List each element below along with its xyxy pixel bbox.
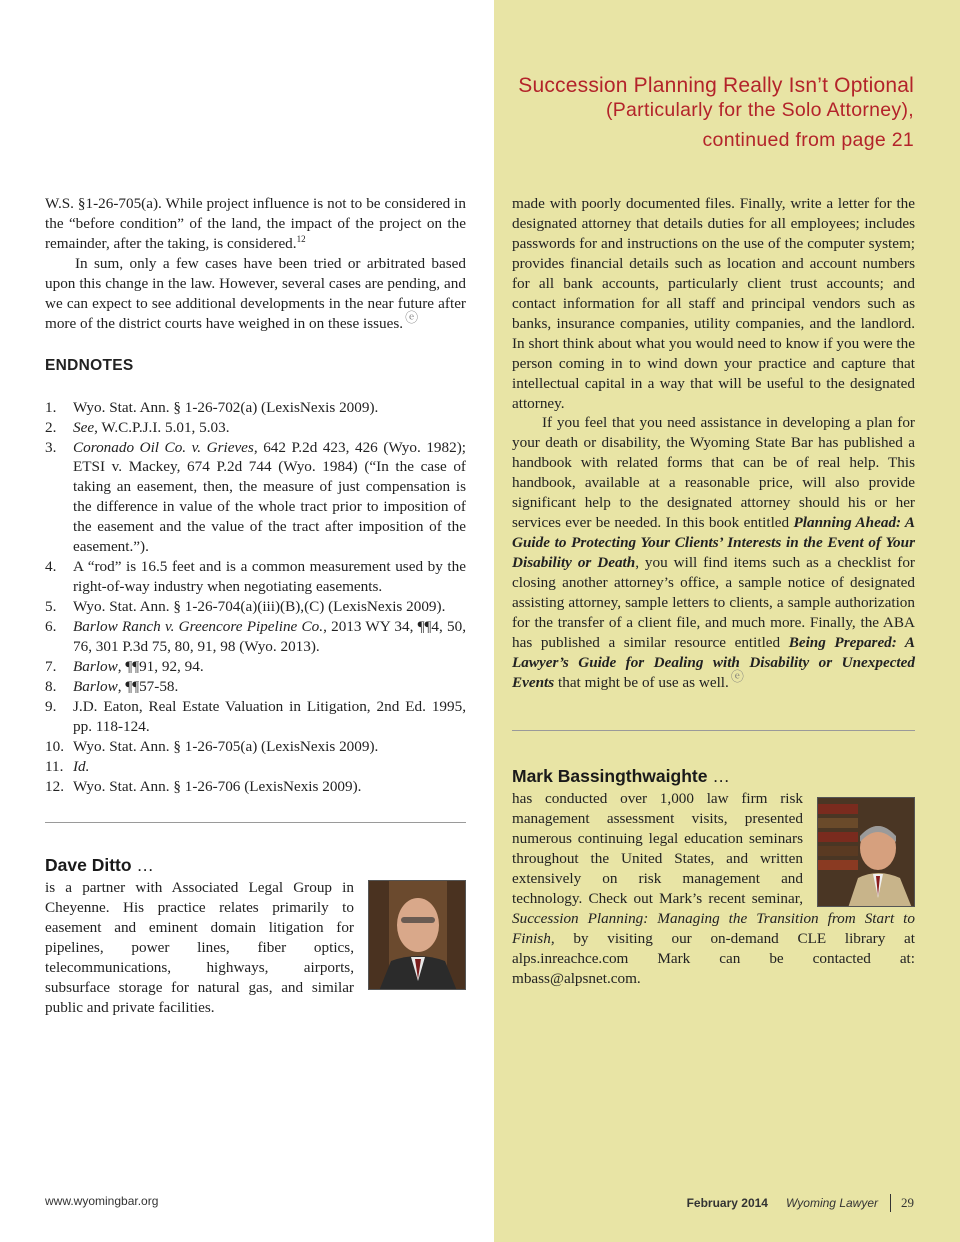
endnote-number: 11. — [45, 757, 64, 775]
book-title: Planning Ahead: A Guide to Protecting Your Clients’ Interests in the Event of Your Disability or Death — [512, 514, 916, 572]
endnote-item — [45, 677, 466, 697]
divider — [512, 730, 915, 731]
paragraph-text: made with poorly documented files. Finally, write a letter for the designated attorney that details duties for all employees; includes passwords for and instructions on the use of the computer system; provides financial details such as location and account numbers for all bank accounts, particularly client trust accounts; and contact information for all staff and principal vendors such as banks, insurance companies, utility companies, and the landlord. In short think about what you would need to know if you were the person coming in to wind down your practice and capture that intellectual capital in a way that will be useful to the designated attorney. — [512, 195, 915, 412]
endnote-number: 10. — [45, 737, 64, 755]
endnote-number: 4. — [45, 558, 57, 576]
endnote-number: 5. — [45, 598, 57, 616]
endnote-number: 1. — [45, 398, 57, 416]
article-title: Succession Planning Really Isn’t Optional — [518, 74, 914, 97]
author-bio-text: is a partner with Associated Legal Group in Cheyenne. His practice relates primarily to easement and eminent domain litigation for pipelines, power lines, fiber optics, telecommunications, highways, airports, subsurface storage for natural gas, and similar public and private facilities. — [45, 879, 354, 1016]
portrait-icon — [369, 881, 466, 990]
author-bio-ditto — [45, 854, 466, 1018]
endnotes-list — [45, 398, 466, 797]
divider — [45, 822, 466, 823]
endnote-item — [45, 418, 466, 438]
endnote-text: Id. — [73, 757, 90, 775]
endnote-text: , ¶¶91, 92, 94. — [117, 658, 204, 676]
paragraph — [512, 194, 915, 413]
endnote-item — [45, 398, 466, 418]
author-name — [45, 854, 466, 876]
endnote-item — [45, 737, 466, 757]
endnote-number: 7. — [45, 658, 57, 676]
seminar-title: Succession Planning: Managing the Transition from Start to Finish — [512, 909, 915, 947]
endnotes-heading: ENDNOTES — [45, 356, 134, 374]
endnote-text: J.D. Eaton, Real Estate Valuation in Litigation, 2nd Ed. 1995, pp. 118-124. — [73, 697, 466, 735]
book-title: Being Prepared: A Lawyer’s Guide for Dealing with Disability or Unexpected Events — [512, 633, 915, 691]
endnote-number: 12. — [45, 777, 64, 795]
footer-info — [687, 1194, 914, 1212]
publication-name: Wyoming Lawyer — [785, 1196, 878, 1210]
endnote-item — [45, 597, 466, 617]
author-name — [512, 765, 915, 787]
bio-text-part: has conducted over 1,000 law firm risk management assessment visits, presented numerous continuing legal education seminars throughout the United States, and written extensively on risk management and technology. Check out Mark’s recent seminar, — [512, 790, 803, 907]
endnote-text: Wyo. Stat. Ann. § 1-26-705(a) (LexisNexis 2009). — [73, 737, 379, 755]
endnote-text: Barlow — [73, 677, 118, 695]
endnote-text: , ¶¶57-58. — [117, 677, 179, 695]
endnote-number: 8. — [45, 677, 57, 695]
footer-website: www.wyomingbar.org — [45, 1194, 159, 1208]
author-bio-bassingthwaighte — [512, 765, 915, 989]
endnote-text: A “rod” is 16.5 feet and is a common measurement used by the right-of-way industry when negotiating easements. — [73, 558, 466, 596]
footer-separator — [890, 1194, 891, 1212]
page-number: 29 — [901, 1195, 914, 1210]
endnote-number: 9. — [45, 697, 57, 715]
paragraph-text: W.S. §1-26-705(a). While project influence is not to be considered in the “before condition” of the land, the impact of the project on the remainder, after the taking, is considered. — [45, 195, 466, 252]
endnote-number: 6. — [45, 618, 57, 636]
author-name-ellipsis: … — [131, 855, 154, 875]
endnote-text: Coronado Oil Co. v. Grieves — [73, 438, 254, 456]
paragraph — [45, 254, 466, 334]
endnote-item — [45, 617, 466, 657]
author-name-text: Dave Ditto — [45, 855, 132, 875]
endnote-item — [45, 757, 466, 777]
endnote-item — [45, 777, 466, 797]
left-column — [45, 194, 466, 797]
endnote-item — [45, 657, 466, 677]
continued-from-note: continued from page 21 — [702, 129, 914, 151]
right-column — [512, 194, 915, 693]
endnote-item — [45, 438, 466, 558]
bio-text-part: , by visiting our on-demand CLE library at alps.inreachce.com Mark can be contacted at: mbass@alpsnet.com. — [512, 929, 915, 987]
endnote-text: , 2013 WY 34, ¶¶4, 50, 76, 301 P.3d 75, 80, 91, 98 (Wyo. 2013). — [73, 618, 467, 656]
endnote-number: 3. — [45, 438, 57, 456]
author-name-text: Mark Bassingthwaighte — [512, 766, 708, 786]
issue-date: February 2014 — [686, 1196, 768, 1210]
endnote-text: Barlow — [73, 658, 118, 676]
article-continuation-header — [518, 74, 914, 152]
endnote-text: Barlow Ranch v. Greencore Pipeline Co. — [73, 618, 324, 636]
endnote-number: 2. — [45, 418, 57, 436]
paragraph-text: , you will find items such as a checklist for closing another attorney’s office, a sample notice of designated assisting attorney, sample letters to clients, a sample authorization for the transfer of a client file, and much more. Finally, the ABA has published a similar resource entitled — [512, 554, 915, 651]
author-name-ellipsis: … — [707, 766, 730, 786]
footnote-ref: 12 — [296, 233, 306, 244]
paragraph-text: In sum, only a few cases have been tried or arbitrated based upon this change in the law. However, several cases are pending, and we can expect to see additional developments in the near future after more of the district courts have weighed in on these issues. — [45, 254, 466, 332]
author-photo — [817, 797, 915, 907]
portrait-icon — [818, 798, 915, 907]
endnote-text: , 642 P.2d 423, 426 (Wyo. 1982); ETSI v. Mackey, 674 P.2d 744 (Wyo. 1984) (“In the case of taking an easement, then, the measure of just compensation is the difference in value of the whole tract prior to imposition of the easement and the value of the tract after imposition of the easement.”). — [73, 438, 466, 556]
endnote-text: See — [73, 418, 95, 436]
endnote-text: , W.C.P.J.I. 5.01, 5.03. — [94, 418, 230, 436]
endnote-item — [45, 557, 466, 597]
endnote-text: Wyo. Stat. Ann. § 1-26-702(a) (LexisNexis 2009). — [73, 398, 379, 416]
end-of-article-icon: ⓔ — [730, 668, 744, 684]
paragraph — [45, 194, 466, 254]
endnote-text: Wyo. Stat. Ann. § 1-26-704(a)(iii)(B),(C) (LexisNexis 2009). — [73, 598, 446, 616]
paragraph — [512, 413, 915, 692]
paragraph-text: If you feel that you need assistance in developing a plan for your death or disability, the Wyoming State Bar has published a handbook with related forms that can be of real help. This handbook, available at a reasonable price, will also provide significant help to the designated attorney should his or her services ever be needed. In this book entitled — [512, 414, 915, 532]
author-photo — [368, 880, 466, 990]
article-subtitle: (Particularly for the Solo Attorney), — [605, 99, 914, 121]
endnote-text: Wyo. Stat. Ann. § 1-26-706 (LexisNexis 2009). — [73, 777, 362, 795]
paragraph-text: that might be of use as well. — [554, 673, 729, 691]
endnote-item — [45, 697, 466, 737]
end-of-article-icon: ⓔ — [405, 309, 419, 325]
